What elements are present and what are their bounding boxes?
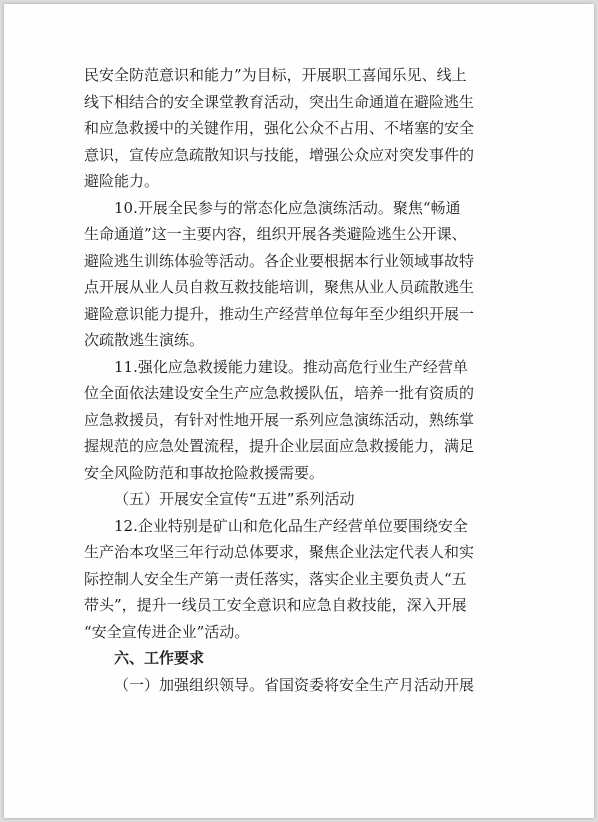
paragraph-line: 际控制人安全生产第一责任落实，落实企业主要负责人“五 [84,569,467,588]
paragraph-line: 次疏散逃生演练。 [84,331,205,349]
paragraph-line: 安全风险防范和事故抢险救援需要。 [84,463,325,482]
paragraph-line: 避险逃生训练体验等活动。各企业要根据本行业领域事故特 [84,251,475,270]
paragraph-line: 生产治本攻坚三年行动总体要求，聚焦企业法定代表人和实 [84,543,475,561]
document-body [84,62,504,698]
paragraph-line: 避险能力。 [84,172,160,190]
paragraph-line: 带头”，提升一线员工安全意识和应急自救技能，深入开展 [84,596,467,614]
subsection-heading: （一）加强组织领导。省国资委将安全生产月活动开展 [114,675,475,694]
paragraph-line: 民安全防范意识和能力”为目标，开展职工喜闻乐见、线上 [84,66,467,84]
paragraph-line: 12.企业特别是矿山和危化品生产经营单位要围绕安全 [114,516,468,535]
paragraph-line: 生命通道”这一主要内容，组织开展各类避险逃生公开课、 [84,225,467,243]
paragraph-line: 和应急救援中的关键作用，强化公众不占用、不堵塞的安全 [84,119,475,137]
subsection-heading: （五）开展安全宣传“五进”系列活动 [114,490,355,508]
paragraph-line: 避险意识能力提升，推动生产经营单位每年至少组织开展一 [84,304,475,323]
section-heading: 六、工作要求 [114,649,205,667]
paragraph-line: 位全面依法建设安全生产应急救援队伍，培养一批有资质的 [84,384,475,402]
paragraph-line: “安全宣传进企业”活动。 [84,622,250,641]
paragraph-line: 意识，宣传应急疏散知识与技能，增强公众应对突发事件的 [84,145,475,164]
paragraph-line: 10.开展全民参与的常态化应急演练活动。聚焦“畅通 [114,198,461,217]
document-page [4,4,594,818]
paragraph-line: 线下相结合的安全课堂教育活动，突出生命通道在避险逃生 [84,92,475,111]
paragraph-line: 11.强化应急救援能力建设。推动高危行业生产经营单 [114,357,468,376]
paragraph-line: 应急救援员，有针对性地开展一系列应急演练活动，熟练掌 [84,410,475,429]
paragraph-line: 握规范的应急处置流程，提升企业层面应急救援能力，满足 [84,437,475,455]
paragraph-line: 点开展从业人员自救互救技能培训，聚焦从业人员疏散逃生 [84,278,475,296]
